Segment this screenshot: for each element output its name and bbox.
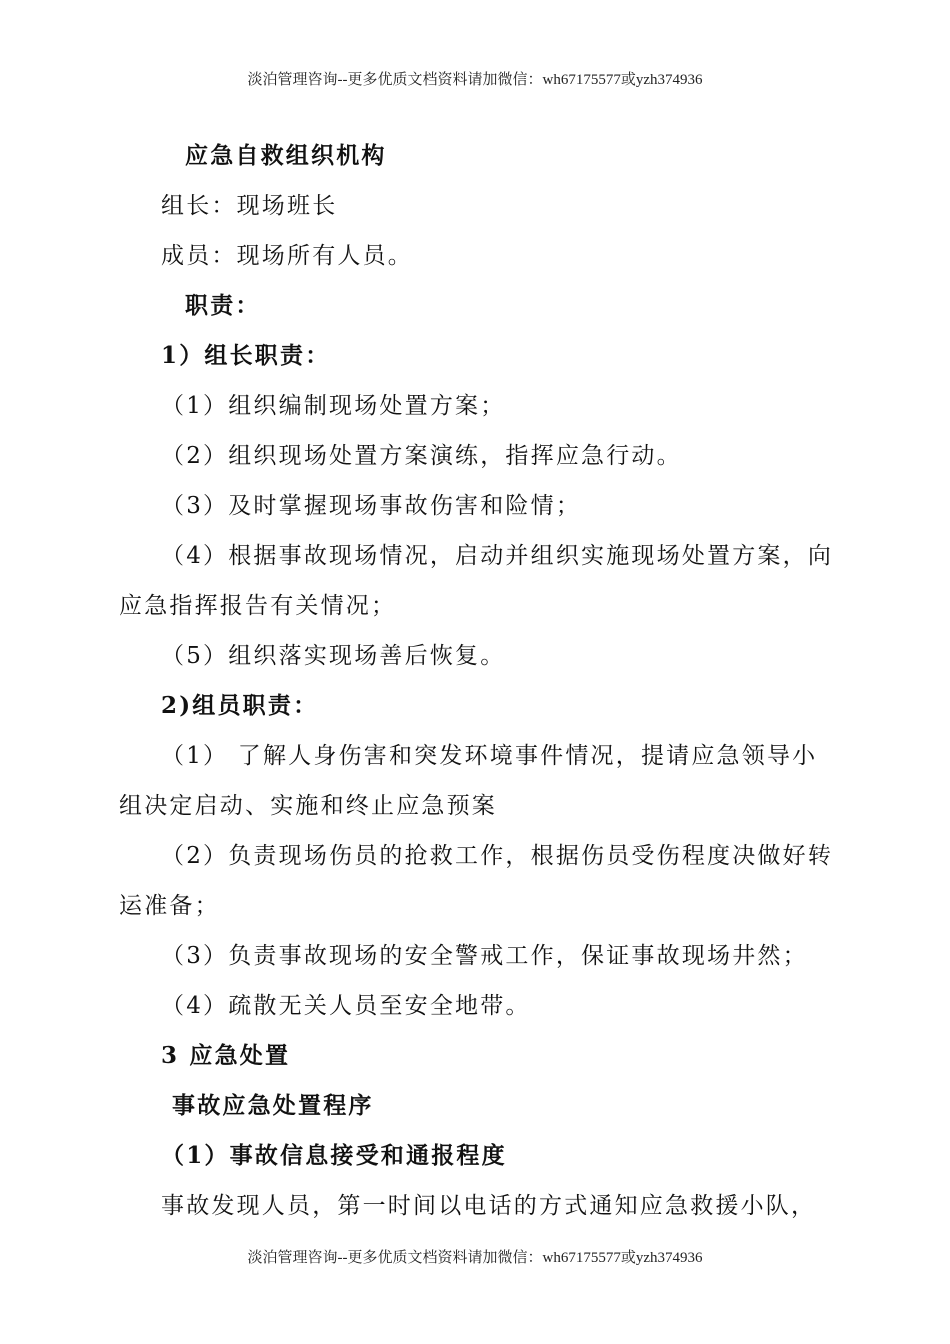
list-item: （4）疏散无关人员至安全地带。 [161,993,531,1019]
heading-duties: 职责： [185,292,261,319]
list-item: （2）负责现场伤员的抢救工作，根据伤员受伤程度决做好转 [161,843,834,869]
paragraph-line: 成员：现场所有人员。 [161,243,413,269]
page-footer: 淡泊管理咨询--更多优质文档资料请加微信：wh67175577或yzh374936 [247,1250,703,1266]
list-item: （1） 了解人身伤害和突发环境事件情况，提请应急领导小 [161,743,818,769]
page-header: 淡泊管理咨询--更多优质文档资料请加微信：wh67175577或yzh374936 [247,72,703,88]
paragraph-line: 事故发现人员，第一时间以电话的方式通知应急救援小队， [161,1193,817,1219]
heading-emergency-handling: 3 应急处置 [161,1042,291,1069]
heading-member-duties: 2)组员职责： [161,692,319,719]
list-item-continuation: 组决定启动、实施和终止应急预案 [119,793,497,819]
list-item: （3）负责事故现场的安全警戒工作，保证事故现场井然； [161,943,808,969]
heading-info-procedure: （1）事故信息接受和通报程度 [161,1142,507,1169]
list-item: （1）组织编制现场处置方案； [161,393,506,419]
heading-handling-procedure: 事故应急处置程序 [172,1092,374,1119]
paragraph-line: 组长：现场班长 [161,193,338,219]
list-item: （3）及时掌握现场事故伤害和险情； [161,493,582,519]
heading-leader-duties: 1）组长职责： [161,342,331,369]
list-item-continuation: 应急指挥报告有关情况； [119,593,397,619]
list-item: （5）组织落实现场善后恢复。 [161,643,506,669]
section-title-emergency-organization: 应急自救组织机构 [185,142,387,169]
list-item-continuation: 运准备； [119,893,220,919]
list-item: （4）根据事故现场情况，启动并组织实施现场处置方案，向 [161,543,834,569]
list-item: （2）组织现场处置方案演练，指挥应急行动。 [161,443,682,469]
